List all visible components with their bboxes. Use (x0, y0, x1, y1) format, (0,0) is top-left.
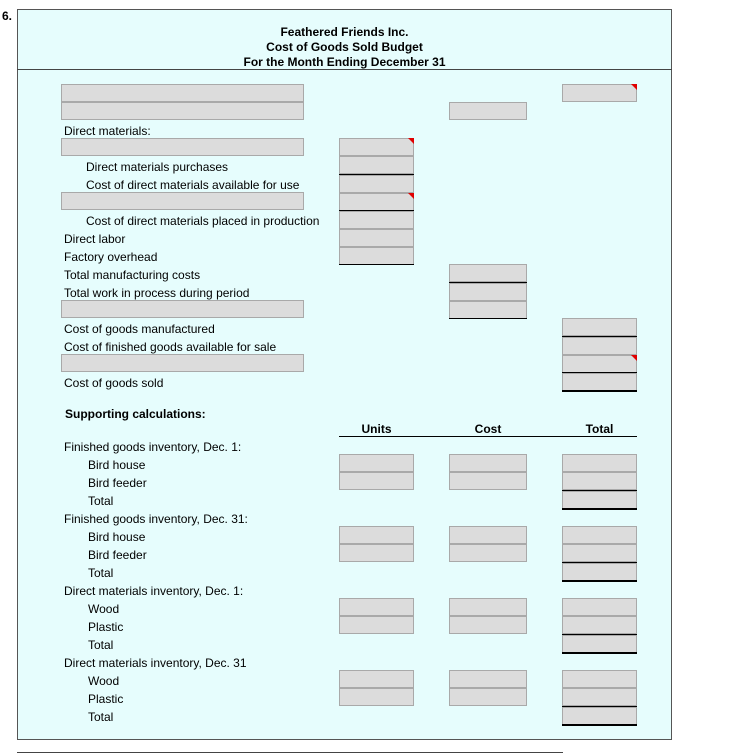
fg-dec31-bird-house-label: Bird house (88, 530, 146, 544)
amount-input-factory-overhead[interactable] (339, 247, 414, 265)
amount-input-dm-placed[interactable] (339, 211, 414, 229)
dm-placed-label: Cost of direct materials placed in production (86, 214, 320, 228)
dm-dec1-plastic-label: Plastic (88, 620, 124, 634)
dm-dec1-total-label: Total (88, 638, 114, 652)
fg-dec1-bird-feeder-cost[interactable] (449, 472, 527, 490)
subtotal-line (339, 264, 414, 265)
double-underline (562, 724, 637, 726)
fg-dec1-bird-house-cost[interactable] (449, 454, 527, 472)
amount-input-total-wip[interactable] (449, 283, 527, 301)
amount-input-direct-labor[interactable] (339, 229, 414, 247)
dm-dec1-wood-label: Wood (88, 602, 120, 616)
fg-dec31-bird-feeder-units[interactable] (339, 544, 414, 562)
company-name: Feathered Friends Inc. (280, 25, 409, 39)
dm-dec31-label: Direct materials inventory, Dec. 31 (64, 656, 247, 670)
direct-materials-label: Direct materials: (64, 124, 151, 138)
fg-dec1-bird-feeder-units[interactable] (339, 472, 414, 490)
fg-dec1-total-label: Total (88, 494, 114, 508)
amount-input-wip-end[interactable] (449, 301, 527, 319)
dm-dec31-wood-units[interactable] (339, 670, 414, 688)
subtotal-line (449, 318, 527, 319)
fg-dec31-bird-house-total[interactable] (562, 526, 637, 544)
double-underline (562, 508, 637, 510)
dm-dec31-wood-label: Wood (88, 674, 120, 688)
question-number: 6. (2, 9, 13, 23)
direct-labor-label: Direct labor (64, 232, 126, 246)
fg-dec31-label: Finished goods inventory, Dec. 31: (64, 512, 248, 526)
amount-input-dm-end[interactable] (339, 193, 414, 211)
label-input-dm-end[interactable] (61, 192, 304, 210)
total-mfg-label: Total manufacturing costs (64, 268, 201, 282)
amount-input-total-mfg[interactable] (449, 264, 527, 282)
label-input-fg-end[interactable] (61, 354, 304, 372)
total-wip-label: Total work in process during period (64, 286, 250, 300)
label-input-wip-end[interactable] (61, 300, 304, 318)
fg-dec31-bird-feeder-total[interactable] (562, 544, 637, 562)
header-underline (339, 436, 637, 437)
dm-available-label: Cost of direct materials available for use (86, 178, 300, 192)
amount-input-dm-available[interactable] (339, 175, 414, 193)
double-underline (562, 580, 637, 582)
amount-input-cofg-available[interactable] (562, 337, 637, 355)
factory-overhead-label: Factory overhead (64, 250, 158, 264)
amount-input-dm-purchases[interactable] (339, 156, 414, 174)
fg-dec1-bird-feeder-label: Bird feeder (88, 476, 147, 490)
cofg-available-label: Cost of finished goods available for sale (64, 340, 277, 354)
fg-dec1-bird-house-units[interactable] (339, 454, 414, 472)
dm-dec1-plastic-total[interactable] (562, 616, 637, 634)
cogm-label: Cost of goods manufactured (64, 322, 215, 336)
supporting-title: Supporting calculations: (65, 407, 206, 421)
double-underline (562, 390, 637, 392)
fg-dec1-bird-house-total[interactable] (562, 454, 637, 472)
cost-header: Cost (474, 422, 502, 436)
amount-input-dm-begin[interactable] (339, 138, 414, 156)
dm-dec1-total[interactable] (562, 635, 637, 653)
dm-dec31-wood-total[interactable] (562, 670, 637, 688)
header-divider (17, 69, 672, 70)
cogs-label: Cost of goods sold (64, 376, 164, 390)
dm-dec1-plastic-units[interactable] (339, 616, 414, 634)
dm-dec31-total[interactable] (562, 707, 637, 725)
fg-dec31-bird-house-units[interactable] (339, 526, 414, 544)
dm-dec1-label: Direct materials inventory, Dec. 1: (64, 584, 244, 598)
dm-dec31-plastic-label: Plastic (88, 692, 124, 706)
label-input-1[interactable] (61, 84, 304, 102)
dm-purchases-label: Direct materials purchases (86, 160, 229, 174)
dm-dec31-wood-cost[interactable] (449, 670, 527, 688)
fg-dec1-total[interactable] (562, 491, 637, 509)
fg-dec1-bird-feeder-total[interactable] (562, 472, 637, 490)
label-input-dm-begin[interactable] (61, 138, 304, 156)
dm-dec31-total-label: Total (88, 710, 114, 724)
statement-title: Cost of Goods Sold Budget (266, 40, 423, 54)
double-underline (562, 652, 637, 654)
statement-period: For the Month Ending December 31 (243, 55, 446, 69)
fg-dec31-bird-feeder-label: Bird feeder (88, 548, 147, 562)
fg-dec1-bird-house-label: Bird house (88, 458, 146, 472)
dm-dec1-wood-cost[interactable] (449, 598, 527, 616)
dm-dec31-plastic-cost[interactable] (449, 688, 527, 706)
fg-dec31-bird-house-cost[interactable] (449, 526, 527, 544)
fg-dec31-bird-feeder-cost[interactable] (449, 544, 527, 562)
amount-input-cogm[interactable] (562, 318, 637, 336)
dm-dec1-plastic-cost[interactable] (449, 616, 527, 634)
amount-input-fg-end[interactable] (562, 355, 637, 373)
amount-input-cogs[interactable] (562, 373, 637, 391)
bottom-divider (17, 752, 563, 753)
dm-dec1-wood-total[interactable] (562, 598, 637, 616)
dm-dec1-wood-units[interactable] (339, 598, 414, 616)
fg-dec31-total[interactable] (562, 563, 637, 581)
dm-dec31-plastic-units[interactable] (339, 688, 414, 706)
amount-input-wip-begin[interactable] (449, 102, 527, 120)
label-input-2[interactable] (61, 102, 304, 120)
fg-dec1-label: Finished goods inventory, Dec. 1: (64, 440, 242, 454)
total-header: Total (585, 422, 614, 436)
dm-dec31-plastic-total[interactable] (562, 688, 637, 706)
units-header: Units (361, 422, 392, 436)
fg-dec31-total-label: Total (88, 566, 114, 580)
amount-input-fg-begin[interactable] (562, 84, 637, 102)
